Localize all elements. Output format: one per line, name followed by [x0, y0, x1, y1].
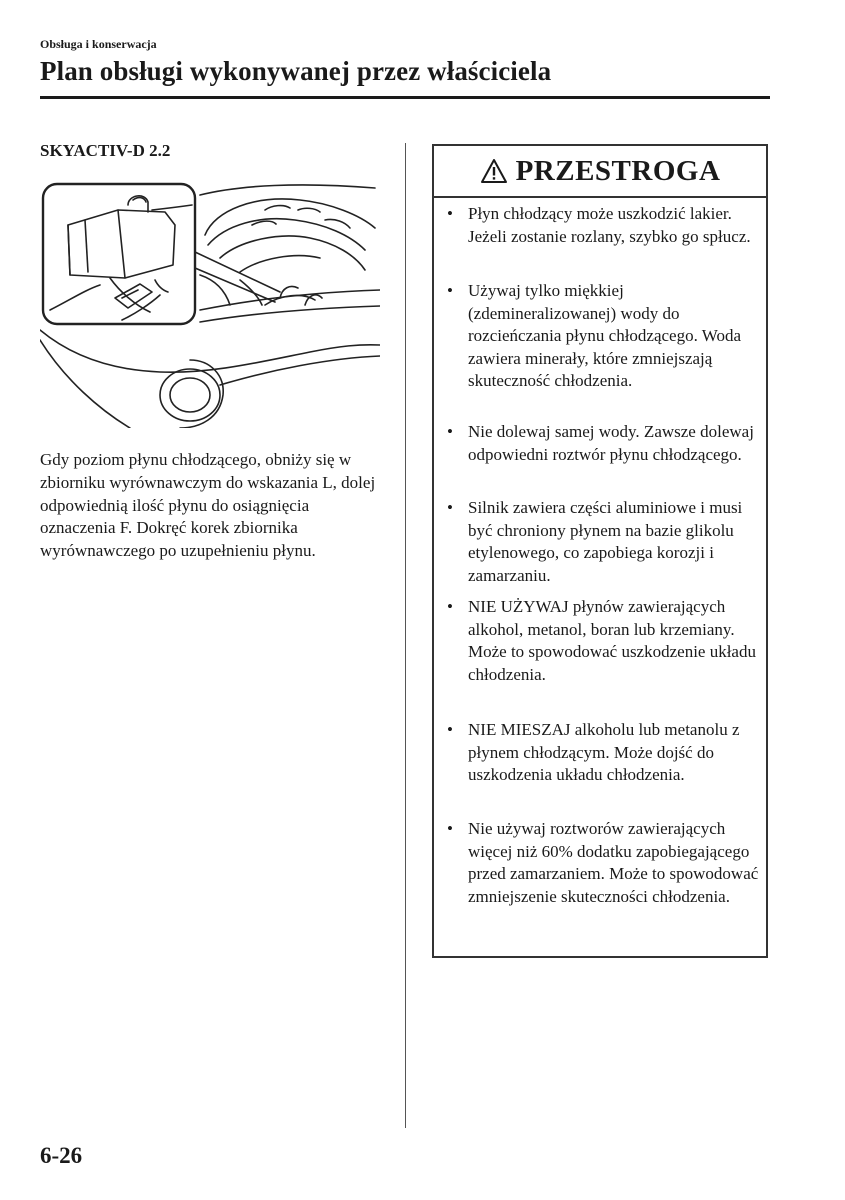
bullet-icon: • — [447, 281, 453, 300]
bullet-icon: • — [447, 204, 453, 223]
caution-item: • NIE MIESZAJ alkoholu lub metanolu z płynem chłodzącym. Może dojść do uszkodzenia układu chłodzenia. — [447, 720, 740, 785]
bullet-icon: • — [447, 422, 453, 441]
caution-item: • Używaj tylko miękkiej (zdemineralizowanej) wody do rozcieńczania płynu chłodzącego. Woda zawiera minerały, które zmniejszają skuteczność chłodzenia. — [447, 281, 742, 391]
caution-item: • Silnik zawiera części aluminiowe i musi być chroniony płynem na bazie glikolu etylenowego, co zapobiega korozji i zamarzaniu. — [447, 498, 743, 585]
instruction-paragraph: Gdy poziom płynu chłodzącego, obniży się w zbiorniku wyrównawczym do wskazania L, dolej odpowiednią ilość płynu do osiągnięcia oznaczenia F. Dokręć korek zbiornika wyrównawczego po uzupełnieniu płynu. — [40, 450, 376, 561]
page-number: 6-26 — [40, 1143, 83, 1168]
bullet-icon: • — [447, 819, 453, 838]
warning-triangle-icon — [480, 158, 508, 184]
bullet-icon: • — [447, 498, 453, 517]
caution-item: • Płyn chłodzący może uszkodzić lakier. Jeżeli zostanie rozlany, szybko go spłucz. — [447, 204, 751, 246]
caution-item: • NIE UŻYWAJ płynów zawierających alkohol, metanol, boran lub krzemiany. Może to spowodować uszkodzenie układu chłodzenia. — [447, 597, 756, 684]
section-label: Obsługa i konserwacja — [40, 37, 157, 51]
engine-subheading: SKYACTIV-D 2.2 — [40, 141, 171, 160]
bullet-icon: • — [447, 720, 453, 739]
column-divider — [405, 143, 406, 1128]
coolant-reservoir-illustration — [40, 180, 380, 428]
caution-box — [432, 144, 768, 958]
caution-item: • Nie dolewaj samej wody. Zawsze dolewaj odpowiedni roztwór płynu chłodzącego. — [447, 422, 754, 464]
caution-header — [434, 146, 766, 198]
caution-title: PRZESTROGA — [515, 154, 721, 187]
title-rule — [40, 96, 770, 99]
caution-item: • Nie używaj roztworów zawierających więcej niż 60% dodatku zapobiegającego przed zamarzaniem. Może to spowodować zmniejszenie skuteczności chłodzenia. — [447, 819, 759, 906]
page-title: Plan obsługi wykonywanej przez właściciela — [40, 56, 552, 86]
bullet-icon: • — [447, 597, 453, 616]
